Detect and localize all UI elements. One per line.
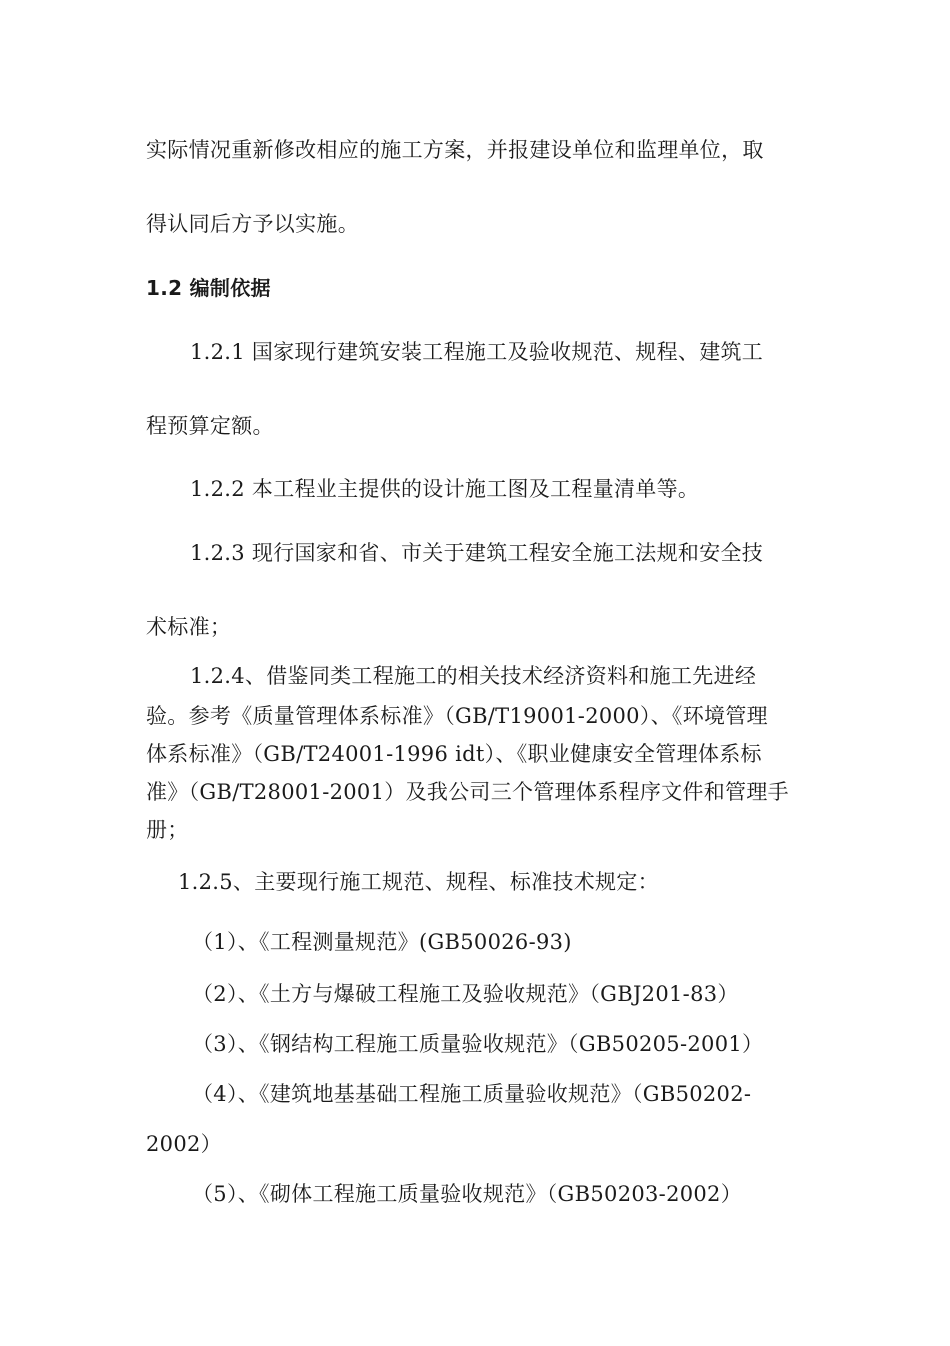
continuation-line-2: 得认同后方予以实施。 bbox=[146, 212, 359, 236]
standard-1: （1）、《工程测量规范》(GB50026-93) bbox=[192, 930, 572, 954]
item-1-2-3-line-1: 1.2.3 现行国家和省、市关于建筑工程安全施工法规和安全技 bbox=[190, 541, 764, 565]
item-1-2-1-line-1: 1.2.1 国家现行建筑安装工程施工及验收规范、规程、建筑工 bbox=[190, 340, 764, 364]
item-1-2-4-line-5: 册； bbox=[146, 818, 189, 842]
item-1-2-1-line-2: 程预算定额。 bbox=[146, 414, 274, 438]
standard-4-line-1: （4）、《建筑地基基础工程施工质量验收规范》（GB50202- bbox=[192, 1082, 752, 1106]
item-1-2-4-line-2: 验。参考《质量管理体系标准》（GB/T19001-2000）、《环境管理 bbox=[146, 704, 768, 728]
item-1-2-2: 1.2.2 本工程业主提供的设计施工图及工程量清单等。 bbox=[190, 477, 700, 501]
standard-2: （2）、《土方与爆破工程施工及验收规范》（GBJ201-83） bbox=[192, 982, 739, 1006]
item-1-2-5: 1.2.5、主要现行施工规范、规程、标准技术规定： bbox=[178, 870, 659, 894]
item-1-2-3-line-2: 术标准； bbox=[146, 615, 232, 639]
item-1-2-4-line-3: 体系标准》（GB/T24001-1996 idt）、《职业健康安全管理体系标 bbox=[146, 742, 762, 766]
standard-3: （3）、《钢结构工程施工质量验收规范》（GB50205-2001） bbox=[192, 1032, 764, 1056]
item-1-2-4-line-4: 准》（GB/T28001-2001）及我公司三个管理体系程序文件和管理手 bbox=[146, 780, 789, 804]
continuation-line-1: 实际情况重新修改相应的施工方案，并报建设单位和监理单位，取 bbox=[146, 138, 764, 162]
standard-4-line-2: 2002） bbox=[146, 1132, 222, 1156]
item-1-2-4-line-1: 1.2.4、借鉴同类工程施工的相关技术经济资料和施工先进经 bbox=[190, 664, 757, 688]
section-heading: 1.2 编制依据 bbox=[146, 276, 271, 300]
standard-5: （5）、《砌体工程施工质量验收规范》（GB50203-2002） bbox=[192, 1182, 743, 1206]
